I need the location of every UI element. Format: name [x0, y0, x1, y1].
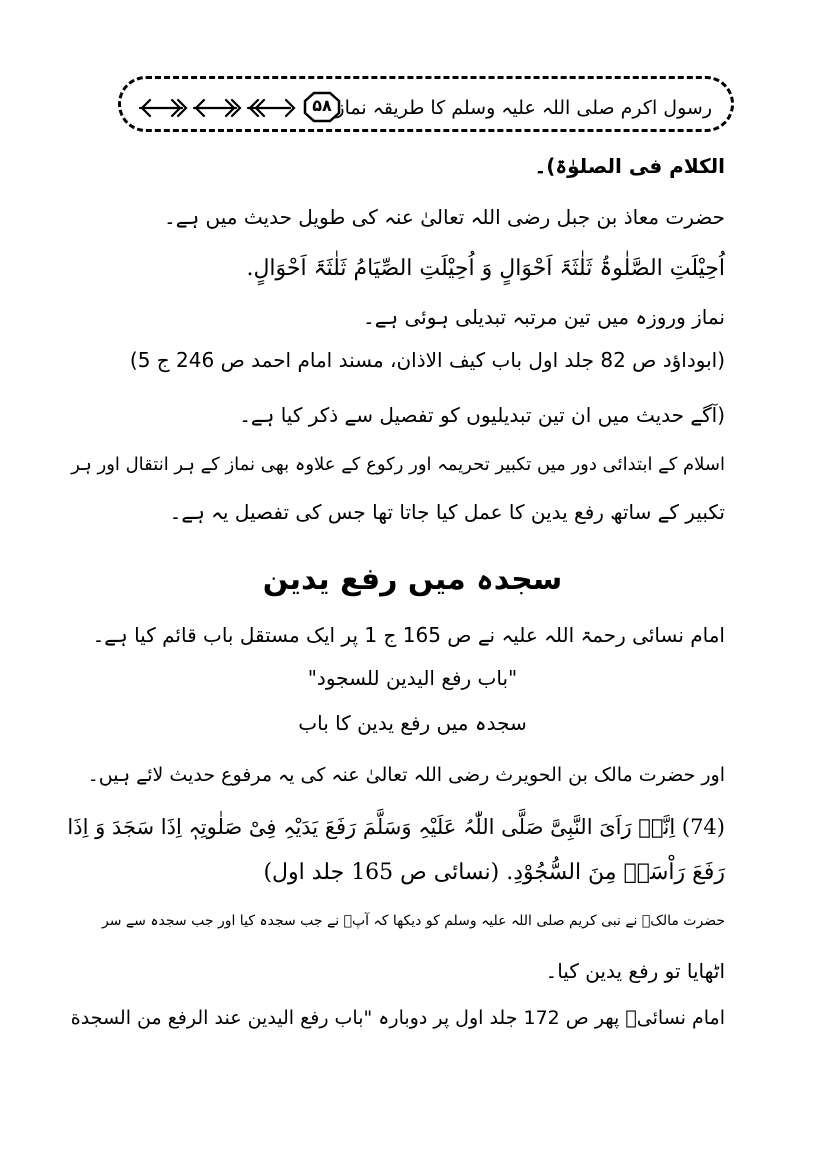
- arabic-text-line-3: اُحِيْلَتِ الصَّلٰوۃُ ثَلٰثَۃَ اَحْوَالٍ وَ اُحِيْلَتِ الصِّيَامُ ثَلٰثَۃَ اَحْوَالٍ.: [246, 256, 725, 281]
- text-line-4: نماز وروزہ میں تین مرتبہ تبدیلی ہوئی ہے۔: [362, 305, 725, 329]
- text-line-15: حضرت مالکؓ نے نبی کریم صلی اللہ علیہ وسلم کو دیکھا کہ آپؐ نے جب سجدہ کیا اور جب سجدہ سے سر: [102, 913, 725, 929]
- text-line-6: (آگے حدیث میں ان تین تبدیلیوں کو تفصیل سے ذکر کیا ہے۔: [239, 403, 725, 427]
- text-line-1: الکلام فی الصلوٰۃ)۔: [534, 154, 725, 178]
- chapter-title-arabic: "باب رفع اليدين للسجود": [307, 666, 518, 690]
- text-line-7: اسلام کے ابتدائی دور میں تکبیر تحریمہ اور رکوع کے علاوہ بھی نماز کے ہر انتقال اور ہر: [71, 454, 725, 475]
- reference-line-5: (ابوداؤد ص 82 جلد اول باب کیف الاذان، مسند امام احمد ص 246 ج 5): [129, 348, 725, 372]
- page-number: ۵۸: [312, 96, 332, 115]
- text-line-2: حضرت معاذ بن جبل رضی اللہ تعالیٰ عنہ کی طویل حدیث میں ہے۔: [164, 205, 725, 229]
- hadith-line-14: رَفَعَ رَاْسَہٗ مِنَ السُّجُوْدِ. (نسائی ص 165 جلد اول): [263, 860, 725, 885]
- text-line-8: تکبیر کے ساتھ رفع یدین کا عمل کیا جاتا تھا جس کی تفصیل یہ ہے۔: [169, 500, 725, 524]
- text-line-12: اور حضرت مالک بن الحویرث رضی اللہ تعالیٰ عنہ کی یہ مرفوع حدیث لائے ہیں۔: [87, 764, 725, 786]
- section-heading: سجدہ میں رفع یدین: [262, 562, 563, 597]
- text-line-16: اٹھایا تو رفع یدین کیا۔: [545, 959, 725, 983]
- text-line-9: امام نسائی رحمۃ اللہ علیہ نے ص 165 ج 1 پر ایک مستقل باب قائم کیا ہے۔: [92, 623, 725, 647]
- running-header-title: رسول اکرم صلی اللہ علیہ وسلم کا طریقہ نماز: [335, 97, 712, 119]
- chapter-title-translation: سجدہ میں رفع یدین کا باب: [298, 711, 527, 735]
- hadith-line-13: (74) اِنَّہٗ رَاَیَ النَّبِیَّ صَلَّی اللّٰہُ عَلَیْہِ وَسَلَّمَ رَفَعَ یَدَیْہِ فِیْ صَلٰوتِہٖ اِذَا سَجَدَ وَ اِذَا: [67, 815, 725, 839]
- decorative-arrows-icon: [136, 93, 296, 123]
- text-line-17: امام نسائیؒ پھر ص 172 جلد اول پر دوبارہ "باب رفع اليدين عند الرفع من السجدة: [70, 1007, 725, 1029]
